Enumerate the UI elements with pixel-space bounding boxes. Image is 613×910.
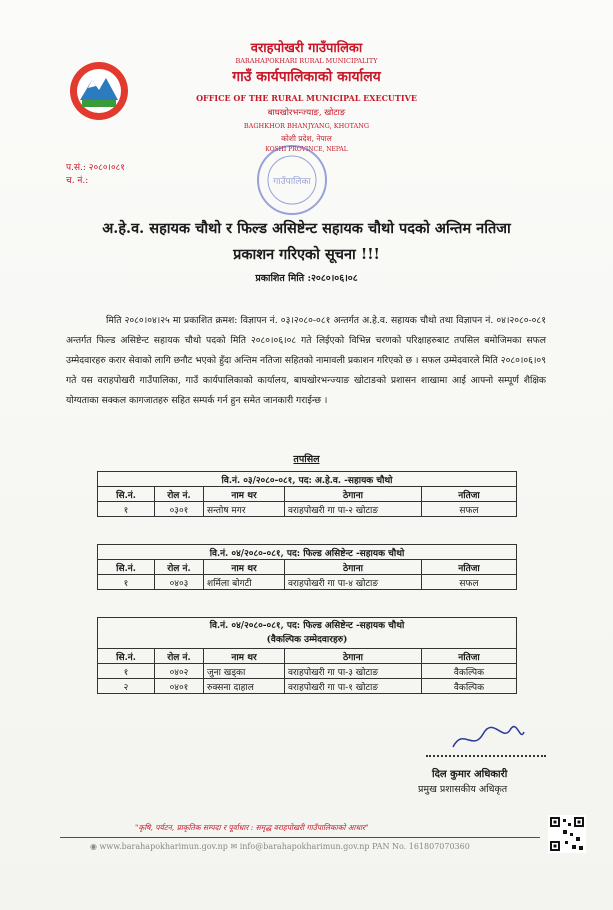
signature-line — [426, 755, 546, 757]
province-en: KOSHI PROVINCE, NEPAL — [265, 146, 348, 153]
cell-address: वराहपोखरी गा पा-२ खोटाङ — [285, 502, 422, 517]
footer-contacts — [90, 842, 470, 851]
cell-name: रुक्सना दाहाल — [204, 679, 285, 694]
cell-sn: १ — [98, 575, 155, 590]
footer-slogan: "कृषि, पर्यटन, प्राकृतिक सम्पदा र पूर्वाधार : समृद्ध वराहपोखरी गाउँपालिकाको आधार" — [135, 823, 369, 832]
col-header-address: ठेगाना — [285, 487, 422, 502]
cell-sn: १ — [98, 664, 155, 679]
col-header-name: नाम थर — [204, 649, 285, 664]
col-header-sn: सि.नं. — [98, 487, 155, 502]
col-header-name: नाम थर — [204, 560, 285, 575]
col-header-address: ठेगाना — [285, 649, 422, 664]
col-header-result: नतिजा — [422, 487, 517, 502]
cell-roll: ०३०१ — [155, 502, 204, 517]
notice-title — [40, 216, 573, 268]
col-header-roll: रोल नं. — [155, 560, 204, 575]
annex-label: तपसिल — [293, 454, 320, 465]
table-caption: वि.नं. ०३/२०८०-०८१, पद: अ.हे.व. -सहायक चौथो — [98, 472, 517, 487]
col-header-name: नाम थर — [204, 487, 285, 502]
signatory-name: दिल कुमार अधिकारी — [432, 769, 508, 780]
footer-email[interactable]: info@barahapokharimun.gov.np — [239, 842, 370, 851]
dispatch-number: च. नं.: — [66, 176, 89, 186]
letter-number: प.सं.: २०८०।०८१ — [66, 163, 125, 173]
signatory-title: प्रमुख प्रशासकीय अधिकृत — [418, 784, 508, 795]
result-table-2 — [97, 544, 517, 590]
cell-address: वराहपोखरी गा पा-३ खोटाङ — [285, 664, 422, 679]
table-row — [98, 502, 517, 517]
col-header-address: ठेगाना — [285, 560, 422, 575]
col-header-roll: रोल नं. — [155, 649, 204, 664]
published-date: प्रकाशित मिति :२०८०।०६।०८ — [255, 273, 358, 284]
cell-address: वराहपोखरी गा पा-१ खोटाङ — [285, 679, 422, 694]
office-name-np: गाउँ कार्यपालिकाको कार्यालय — [232, 69, 381, 85]
cell-roll: ०४०२ — [155, 664, 204, 679]
qr-code — [548, 815, 586, 853]
notice-title-line2: प्रकाशन गरिएको सूचना !!! — [233, 246, 380, 263]
notice-body: मिति २०८०।०४।२५ मा प्रकाशित क्रमश: विज्ञापन नं. ०३।२०८०-०८१ अन्तर्गत अ.हे.व. सहायक चौथो तथा विज्ञापन नं. ०४।२०८०-०८१ अन्तर्गत फिल्ड असिष्टेन्ट सहायक चौथो पदको मिति २०८०।०६।०८ गते लिईएको विभिन्न चरणको परिक्षाहरुबाट तपसिल बमोजिमका सफल उम्मेदवारहरु करार सेवाको लागि छनौट भएको हुँदा अन्तिम नतिजा सहितको नामावली प्रकाशन गरिएको छ । सफल उम्मेदवारले मिति २०८०।०६।०९ गते यस वराहपोखरी गाउँपालिका, गाउँ कार्यपालिकाको कार्यालय, बाघखोरभन्ज्याङ खोटाङको प्रशासन शाखामा आई आफ्नो सम्पूर्ण शैक्षिक योग्यताका सक्कल कागजातहरु सहित सम्पर्क गर्न हुन समेत जानकारी गराईन्छ । — [66, 315, 546, 406]
mail-icon: ✉ — [230, 842, 238, 851]
cell-result: वैकल्पिक — [422, 664, 517, 679]
org-name-en: BARAHAPOKHARI RURAL MUNICIPALITY — [235, 57, 378, 65]
result-table-3 — [97, 617, 517, 694]
table-caption: वि.नं. ०४/२०८०-०८१, पद: फिल्ड असिष्टेन्ट -सहायक चौथो — [98, 545, 517, 560]
cell-address: वराहपोखरी गा पा-४ खोटाङ — [285, 575, 422, 590]
table-row — [98, 575, 517, 590]
col-header-roll: रोल नं. — [155, 487, 204, 502]
table-row — [98, 679, 517, 694]
footer-pan: PAN No. 161807070360 — [372, 842, 470, 851]
cell-roll: ०४०३ — [155, 575, 204, 590]
result-table-1 — [97, 471, 517, 517]
office-name-en: OFFICE OF THE RURAL MUNICIPAL EXECUTIVE — [196, 93, 417, 103]
cell-sn: २ — [98, 679, 155, 694]
col-header-result: नतिजा — [422, 649, 517, 664]
svg-text:गाउँपालिका: गाउँपालिका — [273, 177, 311, 187]
globe-icon: ◉ — [90, 842, 97, 851]
notice-title-line1: अ.हे.व. सहायक चौथो र फिल्ड असिष्टेन्ट सहायक चौथो पदको अन्तिम नतिजा — [102, 220, 511, 237]
cell-result: वैकल्पिक — [422, 679, 517, 694]
cell-result: सफल — [422, 575, 517, 590]
province-np: कोशी प्रदेश, नेपाल — [281, 134, 332, 143]
footer-website[interactable]: www.barahapokharimun.gov.np — [99, 842, 228, 851]
address-np: बाघखोरभन्ज्याङ, खोटाङ — [267, 108, 346, 118]
org-name-np: वराहपोखरी गाउँपालिका — [250, 41, 363, 56]
table-caption-line2: (वैकल्पिक उम्मेदवारहरु) — [266, 635, 348, 645]
col-header-sn: सि.नं. — [98, 560, 155, 575]
col-header-sn: सि.नं. — [98, 649, 155, 664]
handwritten-signature — [448, 722, 528, 756]
cell-name: सन्तोष मगर — [204, 502, 285, 517]
office-seal-stamp — [232, 140, 352, 220]
table-row — [98, 664, 517, 679]
cell-name: जुना खड्का — [204, 664, 285, 679]
address-en: BAGHKHOR BHANJYANG, KHOTANG — [243, 122, 370, 130]
table-caption-line1: वि.नं. ०४/२०८०-०८१, पद: फिल्ड असिष्टेन्ट -सहायक चौथो — [209, 621, 405, 631]
table-caption — [98, 618, 517, 649]
col-header-result: नतिजा — [422, 560, 517, 575]
cell-sn: १ — [98, 502, 155, 517]
cell-roll: ०४०१ — [155, 679, 204, 694]
cell-name: शर्मिला बोगटी — [204, 575, 285, 590]
footer-divider — [60, 837, 540, 838]
cell-result: सफल — [422, 502, 517, 517]
